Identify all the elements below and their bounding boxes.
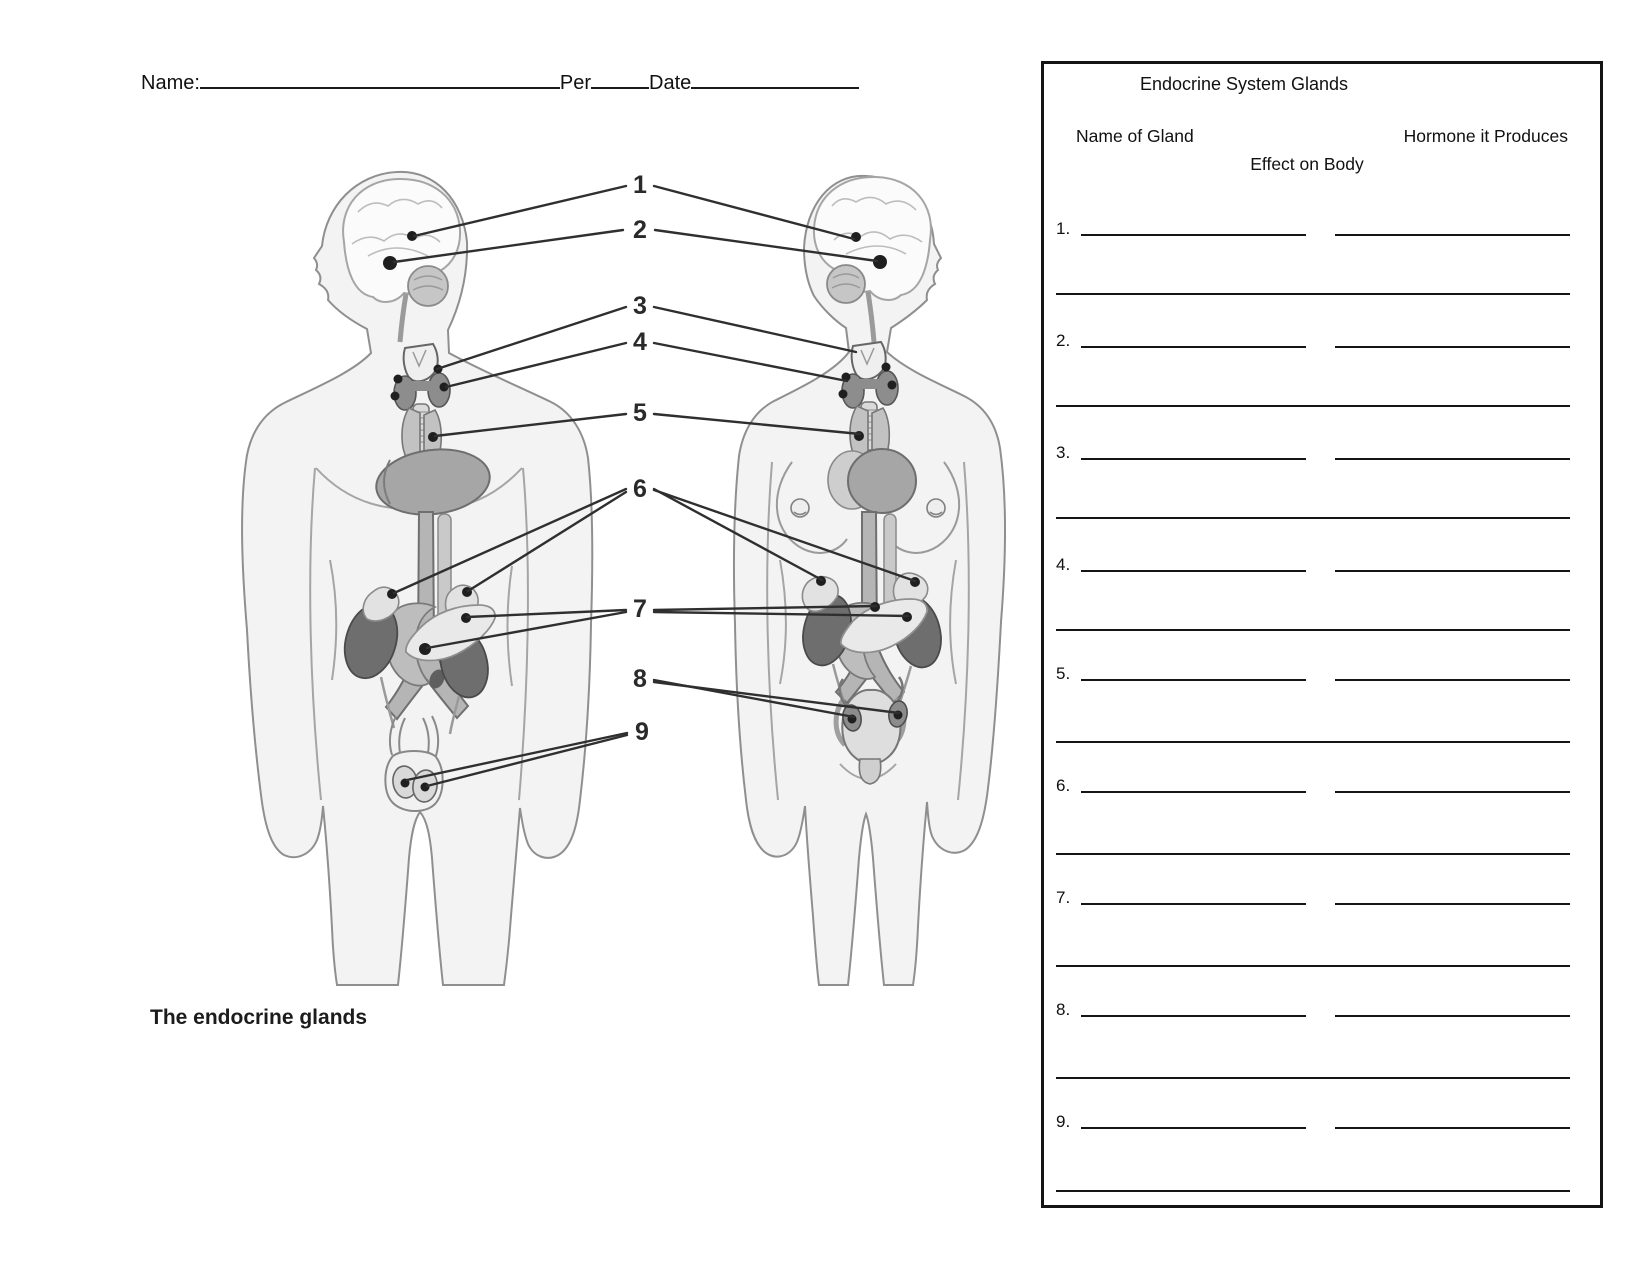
row-number: 9. <box>1056 1112 1071 1131</box>
answer-row <box>1044 987 1600 1017</box>
answer-row <box>1044 1099 1600 1129</box>
row-number: 6. <box>1056 776 1071 795</box>
male-pancreas-dot-lower <box>419 643 431 655</box>
female-hypothalamus-dot <box>851 232 861 242</box>
effect-on-body-blank <box>1056 853 1570 855</box>
row-number: 4. <box>1056 555 1071 574</box>
hormone-blank <box>1335 903 1570 905</box>
answer-row <box>1044 875 1600 905</box>
gland-name-blank <box>1081 458 1306 460</box>
per-blank <box>591 73 649 89</box>
effect-on-body-blank <box>1056 293 1570 295</box>
row-number: 2. <box>1056 331 1071 350</box>
figure-caption: The endocrine glands <box>150 1006 368 1029</box>
answer-row <box>1044 651 1600 681</box>
effect-on-body-blank <box>1056 965 1570 967</box>
name-blank <box>200 73 560 89</box>
column-header-hormone: Hormone it Produces <box>1403 126 1568 146</box>
hormone-blank <box>1335 570 1570 572</box>
row-number: 1. <box>1056 219 1071 238</box>
date-blank <box>691 73 859 89</box>
gland-name-blank <box>1081 346 1306 348</box>
gland-name-blank <box>1081 1127 1306 1129</box>
answer-row <box>1044 430 1600 460</box>
label-2: 2 <box>633 216 647 244</box>
male-adrenal-dot-left <box>387 589 397 599</box>
effect-on-body-blank <box>1056 1077 1570 1079</box>
answer-row <box>1044 318 1600 348</box>
gland-name-blank <box>1081 570 1306 572</box>
hormone-blank <box>1335 346 1570 348</box>
answer-row <box>1044 206 1600 236</box>
label-4: 4 <box>633 328 647 356</box>
per-label: Per <box>559 72 592 94</box>
gland-name-blank <box>1081 903 1306 905</box>
label-7: 7 <box>633 595 647 623</box>
label-5: 5 <box>633 399 647 427</box>
column-header-effect: Effect on Body <box>1250 154 1364 174</box>
gland-name-blank <box>1081 1015 1306 1017</box>
label-8: 8 <box>633 665 647 693</box>
name-per-date-header <box>141 72 859 95</box>
answer-row <box>1044 542 1600 572</box>
effect-on-body-blank <box>1056 405 1570 407</box>
row-number: 7. <box>1056 888 1071 907</box>
female-pituitary-dot <box>873 255 887 269</box>
number-labels <box>633 171 649 746</box>
hormone-blank <box>1335 679 1570 681</box>
female-heart <box>848 449 916 513</box>
hormone-blank <box>1335 791 1570 793</box>
male-figure <box>242 172 592 985</box>
effect-on-body-blank <box>1056 1190 1570 1192</box>
label-6: 6 <box>633 475 647 503</box>
gland-name-blank <box>1081 679 1306 681</box>
effect-on-body-blank <box>1056 741 1570 743</box>
label-3: 3 <box>633 292 647 320</box>
name-label: Name: <box>141 72 200 94</box>
hormone-blank <box>1335 234 1570 236</box>
endocrine-diagram <box>130 150 1010 1020</box>
female-figure <box>734 176 1005 985</box>
answers-panel <box>1041 61 1603 1208</box>
label-1: 1 <box>633 171 647 199</box>
effect-on-body-blank <box>1056 517 1570 519</box>
answer-row <box>1044 763 1600 793</box>
date-label: Date <box>649 72 692 94</box>
label-9: 9 <box>635 718 649 746</box>
hormone-blank <box>1335 1015 1570 1017</box>
gland-name-blank <box>1081 791 1306 793</box>
gland-name-blank <box>1081 234 1306 236</box>
effect-on-body-blank <box>1056 629 1570 631</box>
row-number: 5. <box>1056 664 1071 683</box>
panel-title: Endocrine System Glands <box>1139 74 1349 94</box>
male-testis-dot-right <box>421 783 430 792</box>
row-number: 8. <box>1056 1000 1071 1019</box>
hormone-blank <box>1335 1127 1570 1129</box>
column-header-gland-name: Name of Gland <box>1076 126 1194 146</box>
row-number: 3. <box>1056 443 1071 462</box>
hormone-blank <box>1335 458 1570 460</box>
